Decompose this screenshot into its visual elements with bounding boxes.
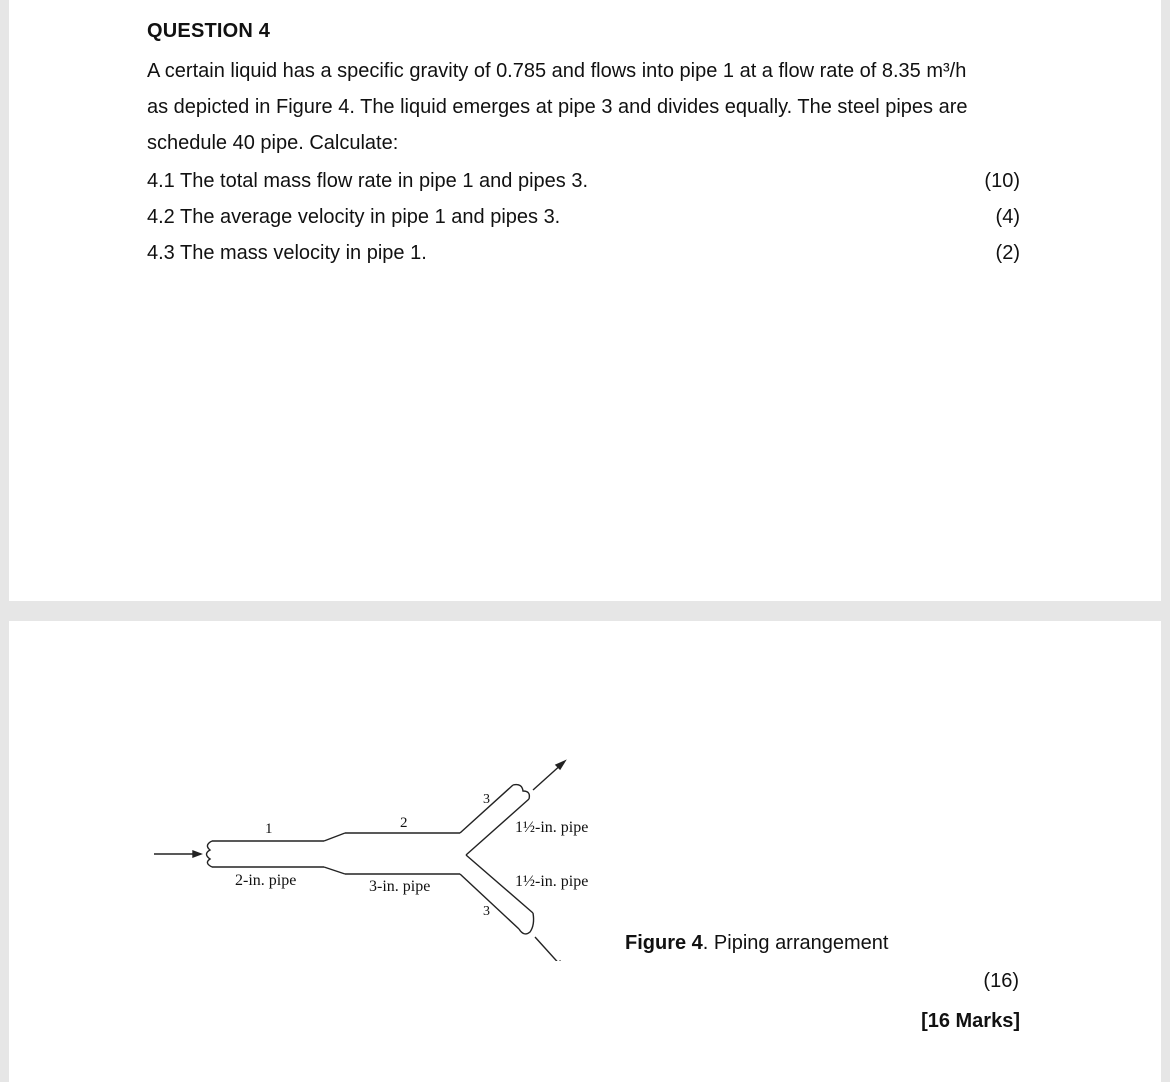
upper-branch-break-end <box>513 785 529 799</box>
part-marks: (2) <box>995 241 1020 264</box>
intro-line-3: schedule 40 pipe. Calculate: <box>147 132 399 154</box>
question-intro <box>147 53 1027 161</box>
part-text: 4.2 The average velocity in pipe 1 and pipes 3. <box>147 205 561 228</box>
pipe3-lower-size-label: 1½-in. pipe <box>515 873 589 890</box>
page-top <box>9 0 1161 601</box>
question-part-4-2 <box>147 202 1020 232</box>
figure-caption-number: Figure 4 <box>625 932 703 954</box>
figure-caption <box>625 932 888 955</box>
part-marks: (4) <box>995 205 1020 228</box>
reducer-top <box>324 833 345 841</box>
lower-outlet-arrow-line <box>535 937 563 961</box>
part-text: 4.3 The mass velocity in pipe 1. <box>147 241 427 264</box>
question-title: QUESTION 4 <box>147 20 271 42</box>
intro-line-1: A certain liquid has a specific gravity of 0.785 and flows into pipe 1 at a flow rate of 8.35 m³/h <box>147 60 967 82</box>
part-text: 4.1 The total mass flow rate in pipe 1 and pipes 3. <box>147 169 589 192</box>
pipe2-number: 2 <box>400 815 408 831</box>
pipe3-lower-number: 3 <box>483 904 490 919</box>
intro-line-2: as depicted in Figure 4. The liquid emerges at pipe 3 and divides equally. The steel pipes are <box>147 96 968 118</box>
inlet-arrow-head <box>193 851 201 857</box>
part-marks: (10) <box>984 169 1020 192</box>
reducer-bottom <box>324 867 345 874</box>
lower-branch-outer <box>460 874 519 929</box>
pipe1-number: 1 <box>265 821 273 837</box>
pipe1-break-end <box>207 841 213 867</box>
total-marks: (16) <box>983 970 1019 992</box>
question-part-4-3 <box>147 238 1020 268</box>
question-part-4-1 <box>147 166 1020 196</box>
pipe3-upper-number: 3 <box>483 792 490 807</box>
pipe3-upper-size-label: 1½-in. pipe <box>515 819 589 836</box>
figure-caption-text: . Piping arrangement <box>702 932 889 954</box>
piping-diagram <box>149 741 619 961</box>
marks-label: [16 Marks] <box>921 1010 1020 1032</box>
pipe1-size-label: 2-in. pipe <box>235 872 297 889</box>
pipe2-size-label: 3-in. pipe <box>369 878 431 895</box>
lower-branch-break-end <box>519 913 534 934</box>
page-bottom <box>9 621 1161 1082</box>
